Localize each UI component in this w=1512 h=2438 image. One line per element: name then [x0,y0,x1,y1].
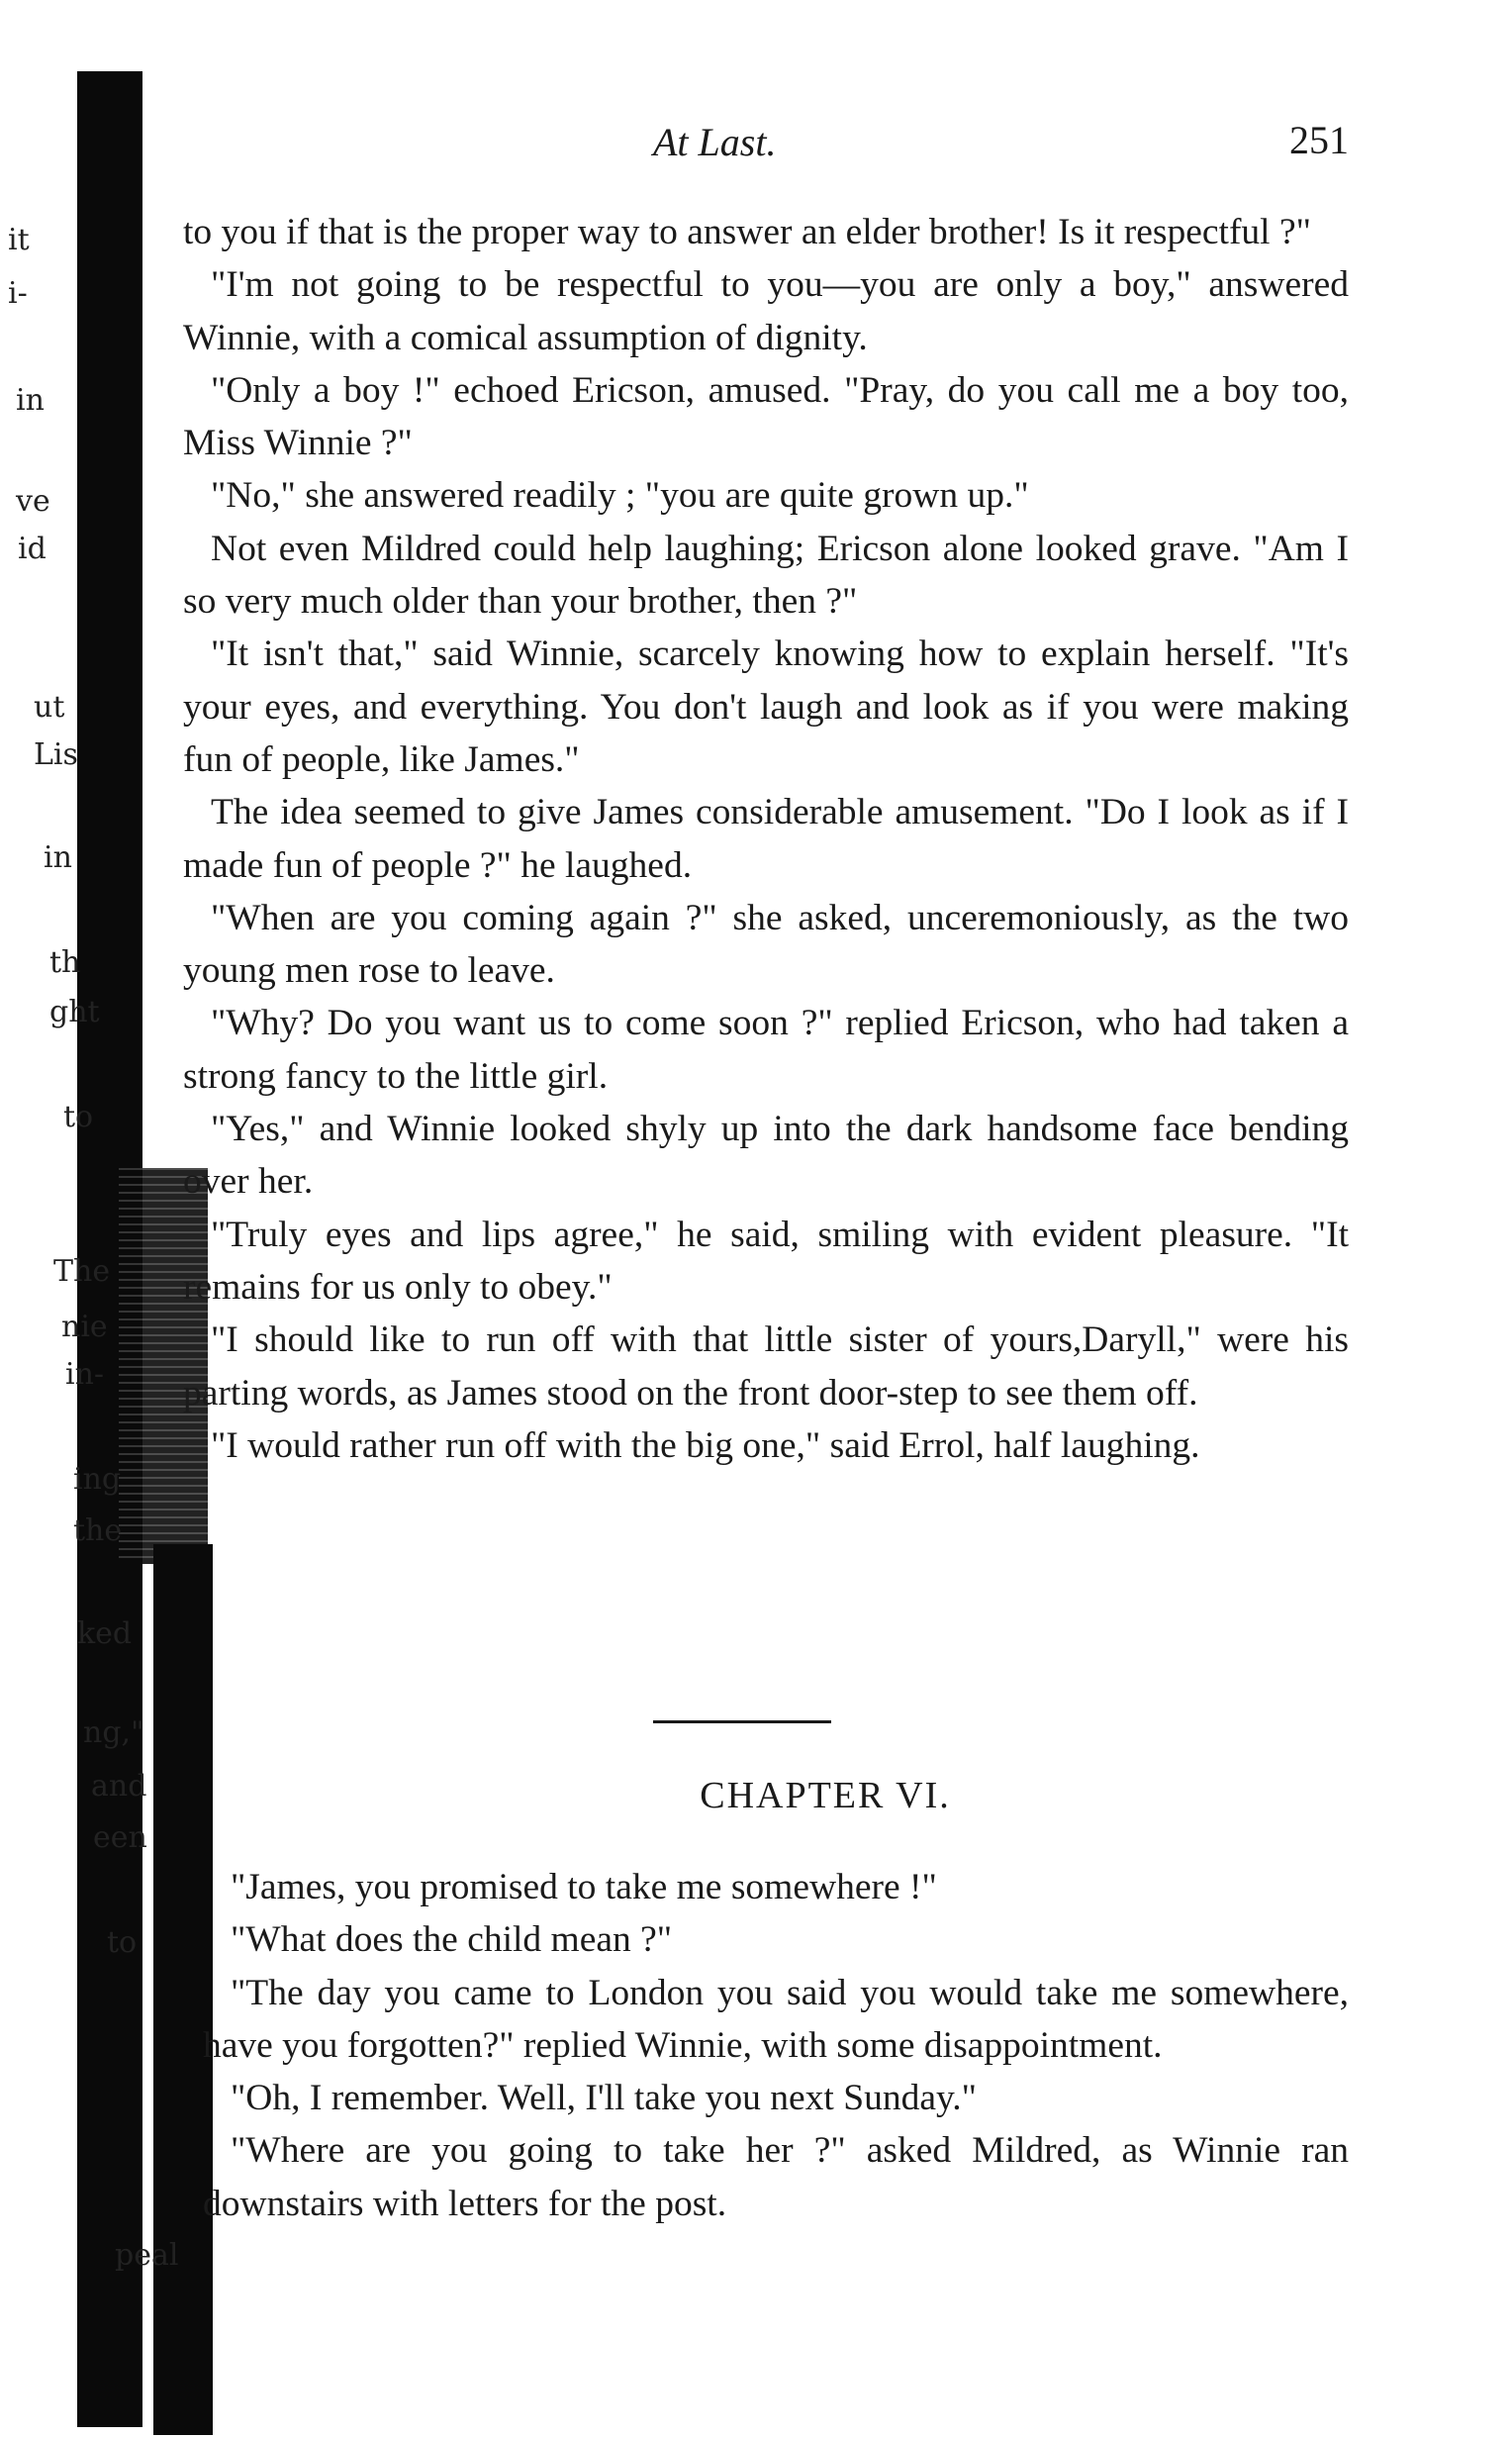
paragraph: "No," she answered readily ; "you are quite grown up." [211,475,1029,517]
chapter-body-text [203,1861,1349,2230]
margin-fragment: i- [8,276,28,311]
margin-fragment: in [44,840,72,875]
margin-fragment: in- [65,1357,105,1392]
margin-fragment: it [8,223,30,257]
margin-fragment: nie [61,1310,108,1344]
paragraph: "I should like to run off with that little sister of yours,Daryll," were his parting words, as James stood on the front door-step to see them off. [183,1319,1349,1414]
body-text [183,206,1349,1472]
paragraph: "I would rather run off with the big one," said Errol, half laughing. [211,1424,1200,1466]
paragraph: Not even Mildred could help laughing; Ericson alone looked grave. "Am I so very much older than your brother, then ?" [183,528,1349,623]
paragraph: "I'm not going to be respectful to you—you are only a boy," answered Winnie, with a comical assumption of dignity. [183,264,1349,358]
margin-fragment: ght [49,995,100,1029]
paragraph: "James, you promised to take me somewhere !" [231,1867,937,1907]
chapter-divider [653,1720,831,1723]
paragraph: "Only a boy !" echoed Ericson, amused. "Pray, do you call me a boy too, Miss Winnie ?" [183,369,1349,464]
margin-fragment: and [91,1769,147,1804]
margin-fragment: ut [34,690,65,725]
page-number: 251 [1289,118,1349,162]
margin-fragment: peal [115,2238,179,2273]
paragraph: The idea seemed to give James considerable amusement. "Do I look as if I made fun of people ?" he laughed. [183,792,1349,886]
running-title: At Last. [653,120,777,164]
margin-fragment: in [16,383,45,418]
margin-fragment: th [49,945,81,980]
margin-fragment: ve [16,484,50,519]
margin-fragment: to [107,1925,138,1960]
paragraph: to you if that is the proper way to answer an elder brother! Is it respectful ?" [183,212,1311,252]
paragraph: "Truly eyes and lips agree," he said, smiling with evident pleasure. "It remains for us only to obey." [183,1214,1349,1308]
margin-fragment: ng," [83,1715,144,1750]
paragraph: "Yes," and Winnie looked shyly up into the dark handsome face bending over her. [183,1109,1349,1203]
margin-fragment: the [73,1513,123,1548]
paragraph: "Why? Do you want us to come soon ?" replied Ericson, who had taken a strong fancy to the little girl. [183,1003,1349,1097]
paragraph: "It isn't that," said Winnie, scarcely knowing how to explain herself. "It's your eyes, and everything. You don't laugh and look as if you were making fun of people, like James." [183,634,1349,780]
paragraph: "When are you coming again ?" she asked, unceremoniously, as the two young men rose to leave. [183,897,1349,992]
margin-fragment: ked [77,1616,133,1651]
margin-fragment: to [63,1100,94,1134]
paragraph: "Where are you going to take her ?" asked Mildred, as Winnie ran downstairs with letters for the post. [203,2130,1349,2224]
paragraph: "Oh, I remember. Well, I'll take you next Sunday." [231,2078,977,2119]
margin-fragment: ing [73,1462,122,1497]
margin-fragment: Lis [34,737,78,772]
margin-fragment: The [53,1254,111,1289]
margin-fragment: id [18,532,47,566]
paragraph: "What does the child mean ?" [231,1919,673,1961]
paragraph: "The day you came to London you said you would take me somewhere, have you forgotten?" replied Winnie, with some disappointment. [203,1972,1349,2066]
margin-fragment: een [93,1820,147,1855]
chapter-heading: CHAPTER VI. [700,1775,951,1816]
